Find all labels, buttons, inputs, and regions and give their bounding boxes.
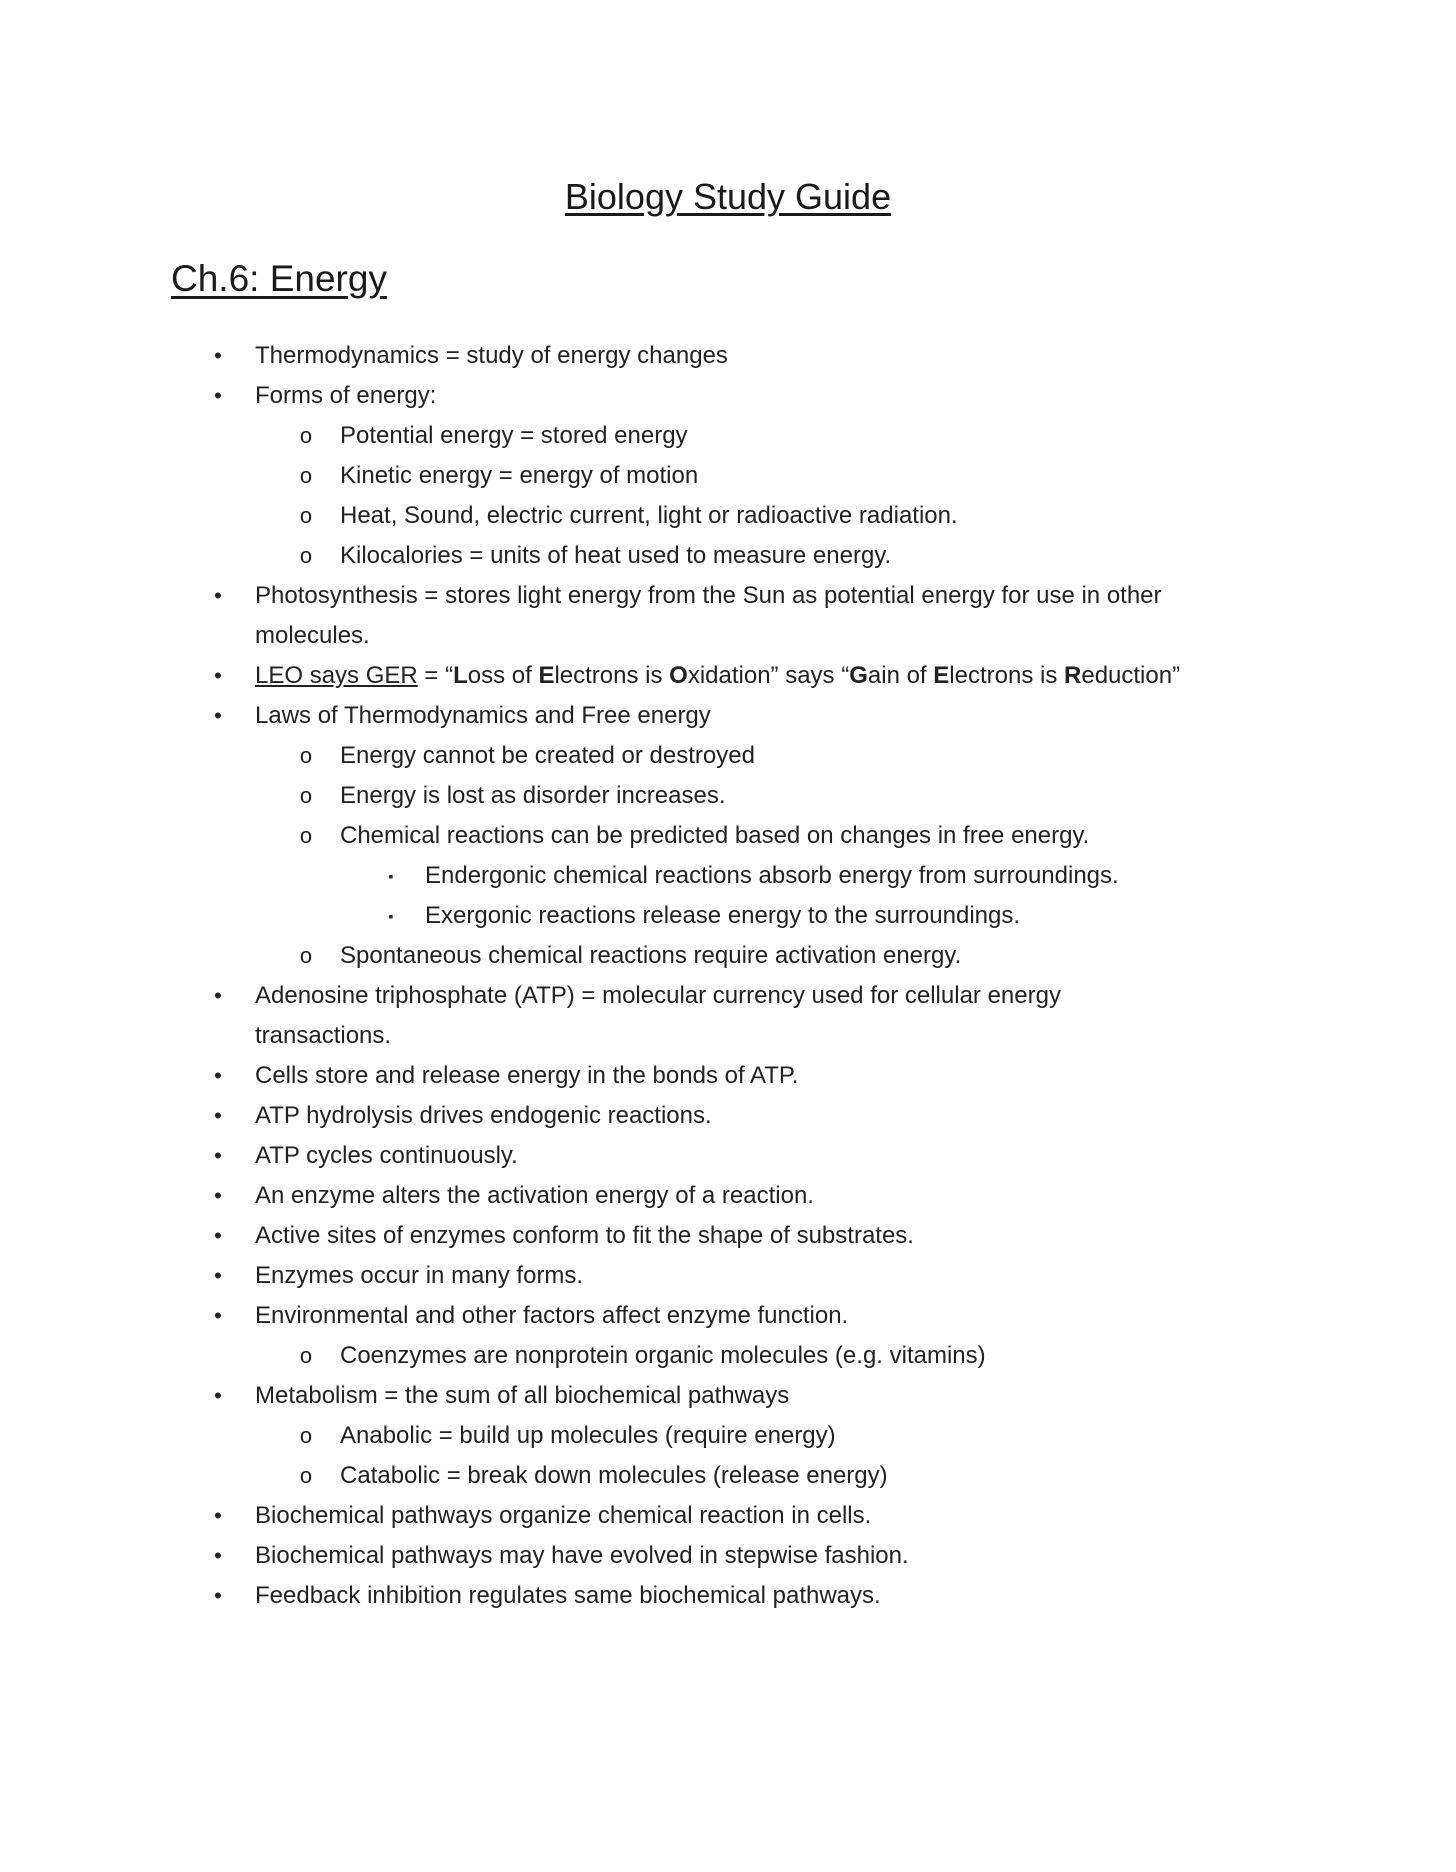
- square-marker: ▪: [388, 868, 394, 884]
- list-item-continuation: [0, 1016, 1456, 1056]
- list-item-text: Chemical reactions can be predicted based on changes in free energy.: [340, 822, 1090, 849]
- sub-sub-list-item: [0, 896, 1456, 936]
- bullet-marker: •: [214, 1263, 222, 1288]
- list-item-text: LEO says GER = “Loss of Electrons is Oxidation” says “Gain of Electrons is Reduction”: [255, 662, 1181, 689]
- list-item-text: Forms of energy:: [255, 382, 437, 409]
- sub-list-item: [0, 416, 1456, 456]
- list-item-text: Energy cannot be created or destroyed: [340, 742, 755, 769]
- sub-list-item: [0, 936, 1456, 976]
- list-item-text: ATP cycles continuously.: [255, 1142, 518, 1169]
- list-item-text: Catabolic = break down molecules (release energy): [340, 1462, 888, 1489]
- circle-marker: o: [299, 543, 313, 568]
- sub-sub-list-item: [0, 856, 1456, 896]
- list-item-text: Spontaneous chemical reactions require activation energy.: [340, 942, 962, 969]
- list-item-text: Exergonic reactions release energy to the surroundings.: [425, 902, 1021, 929]
- list-item-text: Metabolism = the sum of all biochemical pathways: [255, 1382, 790, 1409]
- list-item: [0, 1296, 1456, 1336]
- sub-list-item: [0, 496, 1456, 536]
- sub-list-item: [0, 736, 1456, 776]
- bullet-marker: •: [214, 1583, 222, 1608]
- list-item-text: Coenzymes are nonprotein organic molecules (e.g. vitamins): [340, 1342, 986, 1369]
- list-item-text: Biochemical pathways may have evolved in stepwise fashion.: [255, 1542, 909, 1569]
- list-item-text: Feedback inhibition regulates same biochemical pathways.: [255, 1582, 881, 1609]
- list-item-text: Cells store and release energy in the bonds of ATP.: [255, 1062, 799, 1089]
- circle-marker: o: [299, 943, 313, 968]
- list-item: [0, 1096, 1456, 1136]
- list-item-text: Heat, Sound, electric current, light or radioactive radiation.: [340, 502, 958, 529]
- list-item-text: Adenosine triphosphate (ATP) = molecular currency used for cellular energy: [255, 982, 1061, 1009]
- list-item-text: Laws of Thermodynamics and Free energy: [255, 702, 711, 729]
- document-title: Biology Study Guide: [564, 176, 892, 217]
- list-item: [0, 1536, 1456, 1576]
- list-item-text: Anabolic = build up molecules (require energy): [340, 1422, 836, 1449]
- list-item-text: Kilocalories = units of heat used to measure energy.: [340, 542, 892, 569]
- bullet-marker: •: [214, 383, 222, 408]
- list-item: [0, 656, 1456, 696]
- mnemonic-text: LEO says GER: [255, 662, 418, 689]
- sub-list-item: [0, 1336, 1456, 1376]
- square-marker: ▪: [388, 908, 394, 924]
- list-item-text: transactions.: [255, 1022, 392, 1049]
- bullet-marker: •: [214, 703, 222, 728]
- bullet-marker: •: [214, 1103, 222, 1128]
- list-item-text: Endergonic chemical reactions absorb energy from surroundings.: [425, 862, 1119, 889]
- circle-marker: o: [299, 1463, 313, 1488]
- list-item: [0, 1216, 1456, 1256]
- bullet-marker: •: [214, 1503, 222, 1528]
- bullet-marker: •: [214, 1063, 222, 1088]
- circle-marker: o: [299, 463, 313, 488]
- list-item: [0, 1496, 1456, 1536]
- bullet-marker: •: [214, 343, 222, 368]
- list-item: [0, 1176, 1456, 1216]
- list-item: [0, 976, 1456, 1016]
- list-item: [0, 376, 1456, 416]
- bullet-marker: •: [214, 663, 222, 688]
- list-item: [0, 1056, 1456, 1096]
- bullet-marker: •: [214, 1223, 222, 1248]
- list-item-text: Potential energy = stored energy: [340, 422, 688, 449]
- circle-marker: o: [299, 823, 313, 848]
- circle-marker: o: [299, 503, 313, 528]
- list-item-continuation: [0, 616, 1456, 656]
- sub-list-item: [0, 536, 1456, 576]
- bullet-marker: •: [214, 583, 222, 608]
- bullet-marker: •: [214, 1543, 222, 1568]
- circle-marker: o: [299, 783, 313, 808]
- list-item-text: Kinetic energy = energy of motion: [340, 462, 699, 489]
- circle-marker: o: [299, 743, 313, 768]
- list-item: [0, 336, 1456, 376]
- bullet-marker: •: [214, 1143, 222, 1168]
- list-item-text: Active sites of enzymes conform to fit the shape of substrates.: [255, 1222, 914, 1249]
- sub-list-item: [0, 1456, 1456, 1496]
- list-item: [0, 1576, 1456, 1616]
- bullet-marker: •: [214, 1183, 222, 1208]
- list-item: [0, 1256, 1456, 1296]
- sub-list-item: [0, 1416, 1456, 1456]
- sub-list-item: [0, 776, 1456, 816]
- list-item: [0, 1136, 1456, 1176]
- bullet-marker: •: [214, 1303, 222, 1328]
- circle-marker: o: [299, 1343, 313, 1368]
- list-item-text: Biochemical pathways organize chemical reaction in cells.: [255, 1502, 872, 1529]
- circle-marker: o: [299, 1423, 313, 1448]
- list-item: [0, 576, 1456, 616]
- list-item-text: An enzyme alters the activation energy of a reaction.: [255, 1182, 814, 1209]
- list-item-text: ATP hydrolysis drives endogenic reactions.: [255, 1102, 712, 1129]
- list-item-text: Thermodynamics = study of energy changes: [255, 342, 728, 369]
- list-item-text: Enzymes occur in many forms.: [255, 1262, 584, 1289]
- list-item: [0, 696, 1456, 736]
- bullet-list: [0, 336, 1456, 1616]
- list-item-text: Environmental and other factors affect enzyme function.: [255, 1302, 849, 1329]
- bullet-marker: •: [214, 1383, 222, 1408]
- sub-list-item: [0, 456, 1456, 496]
- bullet-marker: •: [214, 983, 222, 1008]
- list-item-text: molecules.: [255, 622, 370, 649]
- list-item-text: Photosynthesis = stores light energy from the Sun as potential energy for use in other: [255, 582, 1162, 609]
- list-item: [0, 1376, 1456, 1416]
- sub-list-item: [0, 816, 1456, 856]
- list-item-text: Energy is lost as disorder increases.: [340, 782, 726, 809]
- chapter-heading: Ch.6: Energy: [171, 258, 387, 299]
- circle-marker: o: [299, 423, 313, 448]
